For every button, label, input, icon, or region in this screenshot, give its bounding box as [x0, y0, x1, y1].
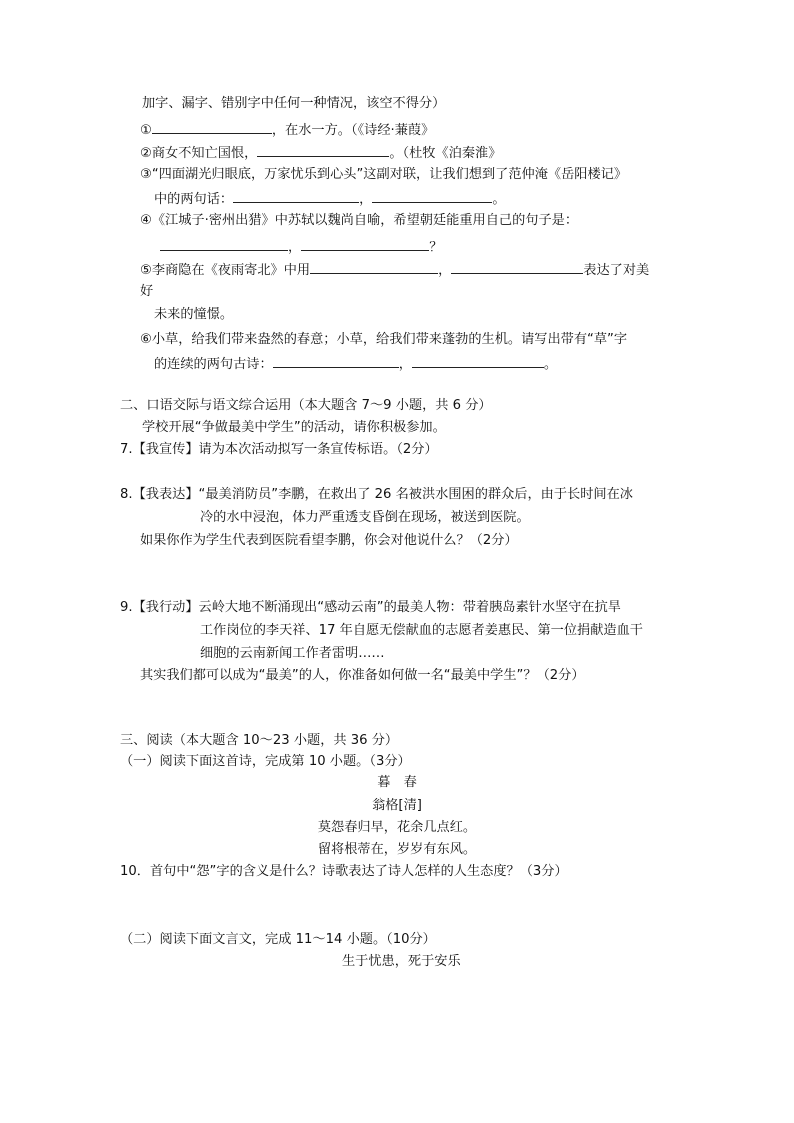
answer-blank[interactable] [257, 142, 389, 157]
question-8-line-1: 8.【我表达】“最美消防员”李鹏，在救出了 26 名被洪水围困的群众后，由于长时间在冰 [120, 487, 633, 502]
question-5-line-1: ⑤李商隐在《夜雨寄北》中用 ， 表达了对美 [140, 259, 649, 281]
answer-blank[interactable] [372, 188, 492, 203]
question-6-line-2: 的连续的两句古诗： ， 。 [154, 353, 557, 375]
section-2-heading: 二、口语交际与语文综合运用（本大题含 7～9 小题，共 6 分） [120, 398, 492, 413]
question-4-line-1: ④《江城子·密州出猎》中苏轼以魏尚自喻，希望朝廷能重用自己的句子是： [140, 213, 579, 228]
question-9-prompt: 其实我们都可以成为“最美”的人，你准备如何做一名“最美中学生”？（2分） [140, 668, 585, 683]
question-6-line-1: ⑥小草，给我们带来盎然的春意；小草，给我们带来蓬勃的生机。请写出带有“草”字 [140, 332, 628, 347]
answer-blank[interactable] [160, 236, 288, 251]
question-9-line-1: 9.【我行动】云岭大地不断涌现出“感动云南”的最美人物：带着胰岛素针水坚守在抗旱 [120, 600, 621, 615]
q1-number: ① [140, 123, 152, 138]
answer-blank[interactable] [273, 353, 399, 368]
section-2-intro: 学校开展“争做最美中学生”的活动，请你积极参加。 [142, 420, 446, 435]
question-1: ① ，在水一方。（《诗经·蒹葭》 [140, 119, 434, 141]
section-3-heading: 三、阅读（本大题含 10～23 小题，共 36 分） [120, 733, 399, 748]
poem-line: 莫怨春归早，花余几点红。 [317, 820, 477, 835]
question-3-line-2: 中的两句话： ， 。 [154, 188, 506, 210]
poem-author: 翁格[清] [372, 798, 422, 813]
question-4-line-2: ， ？ [160, 236, 442, 258]
answer-blank[interactable] [301, 236, 429, 251]
instruction-note: 加字、漏字、错别字中任何一种情况，该空不得分） [142, 96, 446, 111]
question-8-line-2: 冷的水中浸泡，体力严重透支昏倒在现场，被送到医院。 [200, 510, 530, 525]
answer-blank[interactable] [233, 188, 359, 203]
answer-blank[interactable] [152, 119, 272, 134]
poem-title: 暮 春 [377, 775, 417, 790]
question-9-line-3: 细胞的云南新闻工作者雷明…… [200, 646, 385, 661]
answer-blank[interactable] [310, 259, 438, 274]
question-3-line-1: ③“四面湖光归眼底，万家忧乐到心头”这副对联，让我们想到了范仲淹《岳阳楼记》 [140, 167, 628, 182]
poem-line: 留将根蒂在，岁岁有东风。 [317, 842, 477, 857]
part-1-intro: （一）阅读下面这首诗，完成第 10 小题。（3分） [120, 754, 411, 769]
prose-title: 生于忧患，死于安乐 [342, 954, 461, 969]
question-5-line-2: 好 [140, 284, 154, 299]
answer-blank[interactable] [412, 353, 544, 368]
question-2: ②商女不知亡国恨， 。（杜牧《泊秦淮》 [140, 142, 501, 164]
question-7: 7.【我宣传】请为本次活动拟写一条宣传标语。（2分） [120, 442, 438, 457]
question-8-prompt: 如果你作为学生代表到医院看望李鹏，你会对他说什么？（2分） [140, 533, 518, 548]
part-2-intro: （二）阅读下面文言文，完成 11～14 小题。（10分） [120, 932, 436, 947]
answer-blank[interactable] [451, 259, 583, 274]
question-10: 10．首句中“怨”字的含义是什么？诗歌表达了诗人怎样的人生态度？（3分） [120, 864, 568, 879]
question-9-line-2: 工作岗位的李天祥、17 年自愿无偿献血的志愿者姜惠民、第一位捐献造血干 [200, 623, 643, 638]
question-5-line-3: 未来的憧憬。 [154, 307, 234, 322]
